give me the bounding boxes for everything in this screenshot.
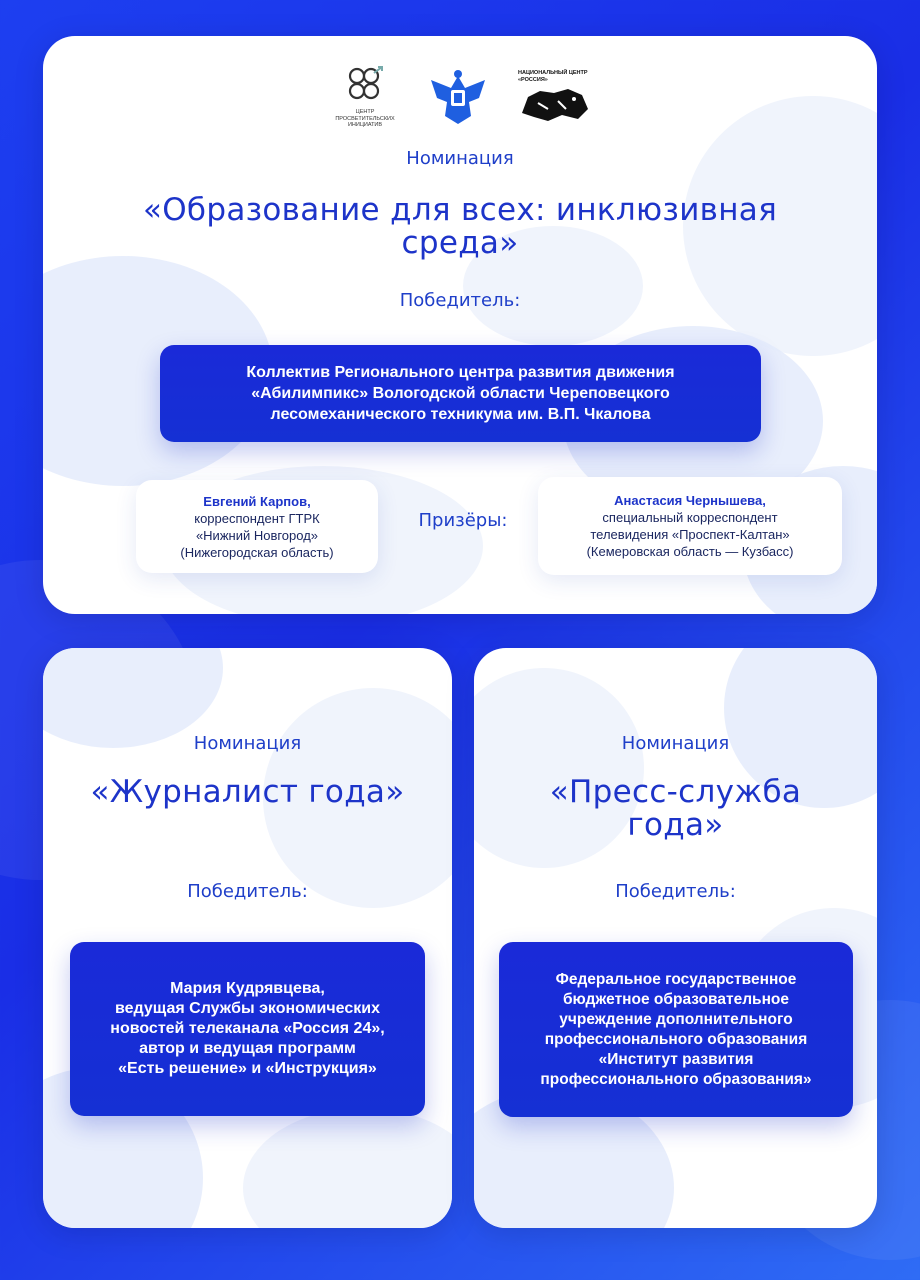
prize-winner-name: Анастасия Чернышева,	[614, 493, 766, 508]
winner-box	[70, 942, 425, 1116]
winner-box	[160, 345, 761, 442]
winner-text: Мария Кудрявцева, ведущая Службы экономических новостей телеканала «Россия 24», автор и ведущая программ «Есть решение» и «Инструкция»	[110, 980, 385, 1077]
winner-text: Коллектив Регионального центра развития движения «Абилимпикс» Вологодской области Череповецкого лесомеханического техникума им. В.П. Чкалова	[246, 364, 675, 423]
partner-logos	[330, 66, 610, 132]
nomination-title: «Пресс-служба года»	[549, 774, 802, 843]
winner-box	[499, 942, 853, 1117]
nomination-card-inclusive	[43, 36, 877, 614]
prize-winner-name: Евгений Карпов,	[203, 493, 311, 509]
national-center-logo	[518, 70, 598, 130]
nomination-title: «Образование для всех: инклюзивная среда»	[142, 192, 778, 261]
national-center-text: НАЦИОНАЛЬНЫЙ ЦЕНТР «РОССИЯ»	[518, 70, 588, 83]
eagle-emblem-icon	[425, 68, 491, 128]
prize-winner-description: специальный корреспондент телевидения «Проспект-Калтан» (Кемеровская область — Кузбасс)	[586, 510, 794, 559]
bear-icon	[518, 83, 592, 123]
nomination-card-journalist	[43, 648, 452, 1228]
cpi-logo-icon	[345, 66, 385, 102]
nomination-title: «Журналист года»	[90, 774, 405, 810]
prize-card-karpov	[136, 480, 378, 573]
nomination-card-press-service	[474, 648, 877, 1228]
nomination-label: Номинация	[621, 733, 730, 754]
nomination-label: Номинация	[193, 733, 302, 754]
winner-label: Победитель:	[187, 881, 308, 902]
winner-label: Победитель:	[615, 881, 736, 902]
prizes-label: Призёры:	[418, 510, 508, 531]
nomination-label: Номинация	[406, 148, 514, 169]
prize-card-chernysheva	[538, 477, 842, 575]
prize-winner-description: корреспондент ГТРК «Нижний Новгород» (Нижегородская область)	[180, 510, 334, 560]
winner-label: Победитель:	[399, 290, 521, 311]
winner-text: Федеральное государственное бюджетное образовательное учреждение дополнительного профессионального образования «Институт развития профессионального образования»	[540, 970, 812, 1088]
cpi-logo	[330, 66, 400, 132]
cpi-logo-text: ЦЕНТР ПРОСВЕТИТЕЛЬСКИХ ИНИЦИАТИВ	[335, 109, 395, 128]
